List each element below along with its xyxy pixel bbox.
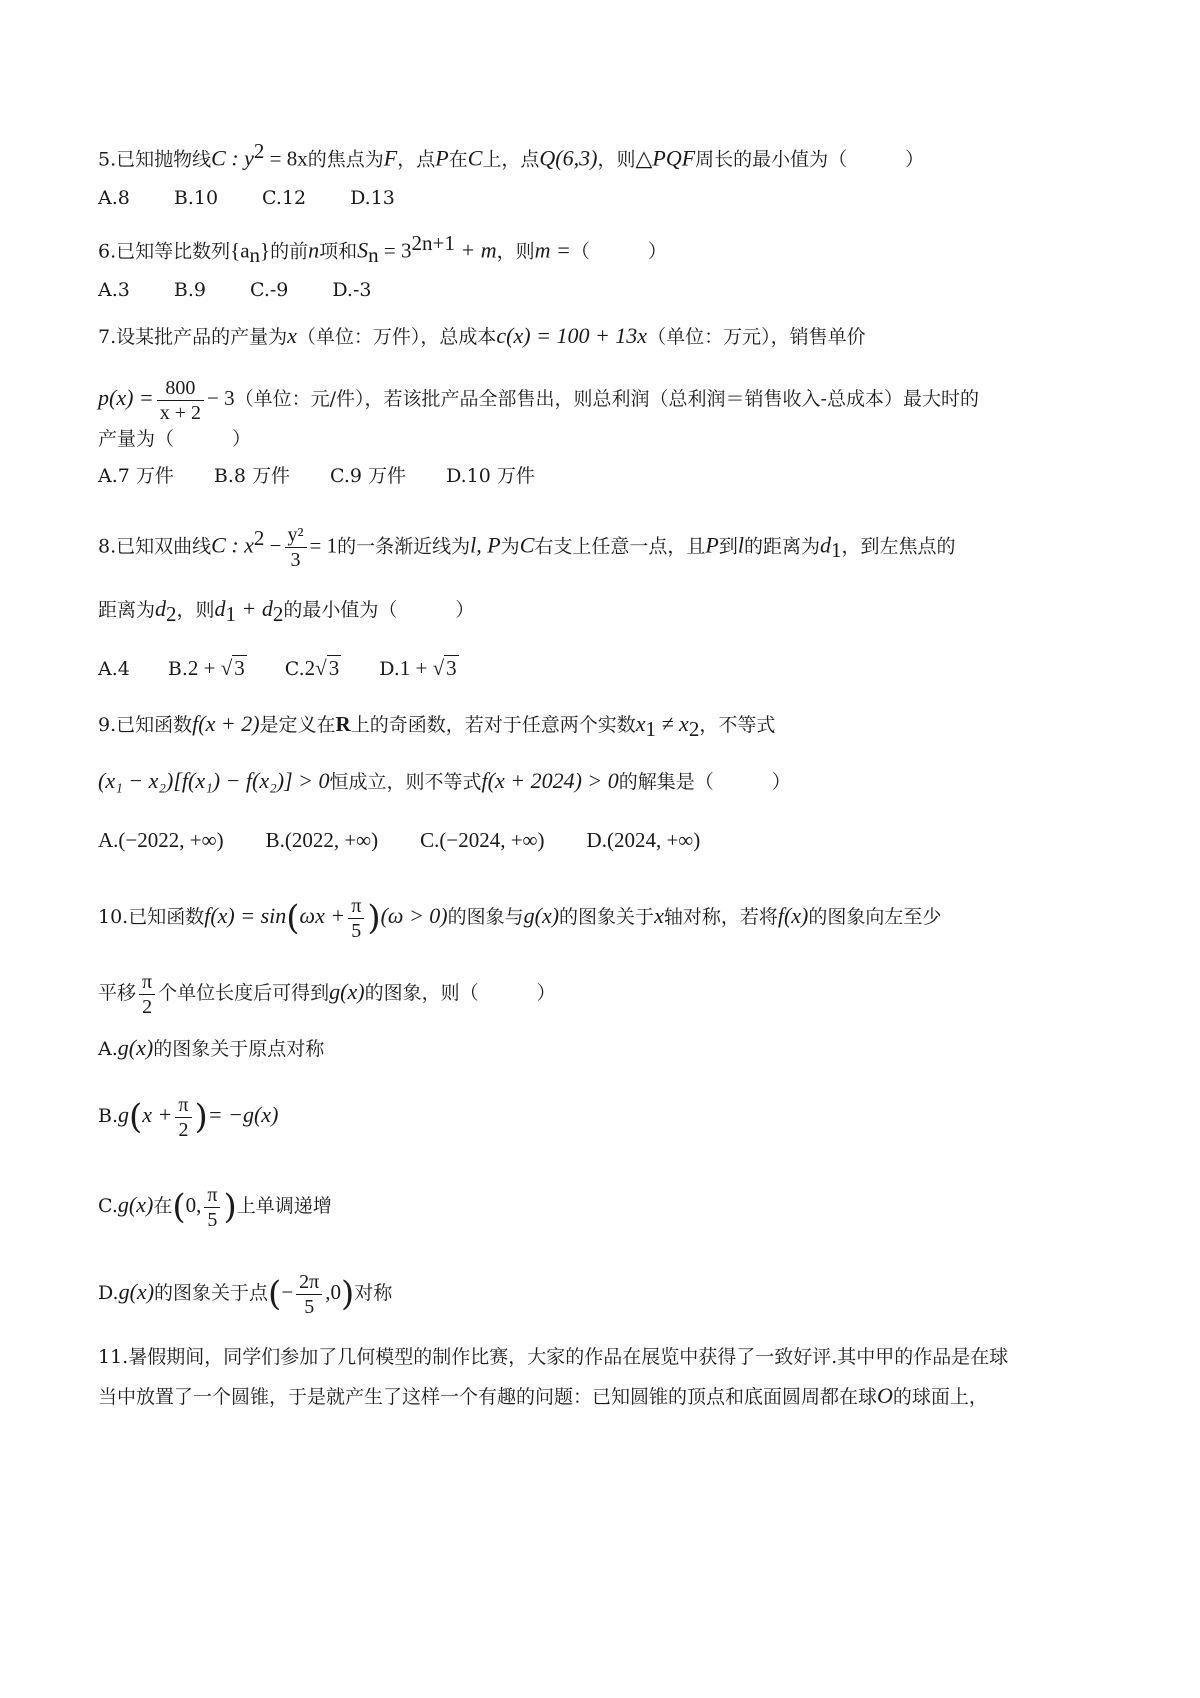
q10-option-c [98, 1175, 332, 1236]
q8-text3: 右支上任意一点，且 [534, 535, 706, 558]
q6-option-a: A.3 [98, 279, 130, 301]
q10-option-a-label: A. [98, 1038, 118, 1060]
q7-price-fraction [157, 376, 204, 425]
q5-curve: C [467, 145, 483, 171]
q5-text2: ，点 [397, 148, 436, 171]
q8-d1: d [820, 532, 831, 558]
q5-triangle: △PQF [635, 145, 696, 171]
q7-option-d: D.10 万件 [446, 465, 535, 487]
q6-seq-close: } [260, 238, 271, 263]
q5-text5: ，则 [597, 148, 636, 171]
q8-option-d-val: 1 + [399, 656, 433, 680]
question-7-options [98, 462, 535, 490]
sqrt-symbol: √3 [432, 656, 457, 680]
q10-x-axis: x [654, 903, 664, 928]
q11-line2-b: 的球面上， [892, 1386, 988, 1408]
q7-option-c: C.9 万件 [330, 465, 407, 487]
q8-l: l [737, 532, 744, 558]
q10-option-b-rhs: = −g(x) [207, 1102, 279, 1127]
q10-five: 5 [304, 1295, 315, 1318]
q9-neq: ≠ x [655, 711, 689, 736]
q6-m-eq: m = [534, 237, 571, 263]
q10-option-b-label: B. [98, 1105, 119, 1127]
q10-prefix: 10.已知函数 [98, 906, 205, 928]
question-5 [98, 137, 924, 173]
q6-sum: S [357, 237, 369, 263]
q7-price-den: x + 2 [159, 401, 202, 424]
left-paren: ( [268, 1274, 282, 1314]
q10-option-c-label: C. [98, 1195, 118, 1217]
q5-focus: F [383, 145, 398, 171]
q6-seq-sub: n [249, 243, 261, 268]
q8-option-c-label: C. [284, 658, 305, 680]
q6-text4: （ [570, 240, 590, 263]
q8-curve-rhs: = 1 [309, 533, 338, 558]
q6-n: n [308, 237, 320, 263]
q9-prefix: 9.已知函数 [98, 714, 193, 736]
q10-option-b [98, 1085, 278, 1146]
q10-option-b-lhs: g [118, 1102, 130, 1127]
q7-text3: （单位：万元），销售单价 [647, 326, 866, 348]
q9-option-b: B.(2022, +∞) [265, 828, 379, 852]
q10-five: 5 [351, 919, 362, 942]
question-11 [98, 1343, 1008, 1371]
q10-option-d-fraction [296, 1270, 322, 1319]
q10-pi: π [348, 894, 364, 919]
q8-option-d-label: D. [379, 658, 400, 680]
q9-ineq: (x₁ − x₂)[f(x₁) − f(x₂)] > 0 [98, 768, 330, 793]
question-5-options [98, 184, 395, 212]
sqrt-radicand: 3 [328, 656, 340, 680]
q10-option-c-text1: 在 [153, 1195, 173, 1217]
q9-option-c: C.(−2024, +∞) [420, 828, 545, 852]
q7-text2: （单位：万件），总成本 [296, 326, 497, 348]
q8-text5: 的距离为 [743, 535, 820, 558]
q7-option-b: B.8 万件 [213, 465, 291, 487]
q8-d1-sub: 1 [831, 538, 842, 563]
q8-line2-b: ，则 [176, 599, 215, 621]
q9-fx2: f(x + 2) [192, 711, 260, 736]
q6-text3: ，则 [496, 240, 535, 263]
q6-option-d: D.-3 [332, 279, 372, 301]
q5-point-p: P [435, 145, 449, 171]
q10-option-d-minus: − [281, 1280, 294, 1304]
q7-price-lhs: p(x) = [98, 385, 154, 410]
question-9-line2 [98, 767, 791, 796]
left-paren: ( [129, 1097, 143, 1137]
q10-option-c-text2: 上单调递增 [236, 1195, 332, 1217]
q8-sum-a-sub: 1 [225, 601, 237, 626]
q6-prefix: 6.已知等比数列 [98, 240, 231, 263]
q9-text2: 上的奇函数，若对于任意两个实数 [350, 714, 636, 736]
q5-option-a: A.8 [98, 187, 130, 209]
q8-option-b-val: 2 + [187, 656, 221, 680]
q10-line2-c: 的图象，则（ [364, 982, 479, 1004]
question-6 [98, 229, 667, 269]
q10-option-a-text: 的图象关于原点对称 [153, 1038, 325, 1060]
q6-text2: 项和 [319, 240, 358, 263]
q8-line2-close: ） [455, 599, 475, 621]
q10-option-d-tail: ,0 [325, 1280, 342, 1304]
q5-prefix: 5.已知抛物线 [98, 148, 212, 171]
q10-pi: π [175, 1093, 191, 1118]
q8-d2: d [155, 596, 167, 621]
q10-line2-a: 平移 [98, 982, 137, 1004]
q7-text5: 产量为（ [98, 428, 175, 450]
q8-sum-a: d [214, 596, 226, 621]
q9-x1-sub: 1 [645, 716, 656, 741]
q7-option-a: A.7 万件 [98, 465, 174, 487]
q7-cost-formula: c(x) = 100 + 13x [496, 323, 648, 348]
q8-text1: 的一条渐近线为 [337, 535, 471, 558]
q9-reals: R [335, 712, 351, 736]
q5-text3: 在 [448, 148, 468, 171]
q10-option-d-text1: 的图象关于点 [154, 1282, 269, 1304]
q10-text2: 的图象关于 [559, 906, 655, 928]
question-7-line2 [98, 370, 979, 427]
q9-text3: ，不等式 [699, 714, 776, 736]
q9-option-a: A.(−2022, +∞) [98, 828, 224, 852]
q10-line2-close: ） [536, 982, 556, 1004]
q11-line2-a: 当中放置了一个圆锥，于是就产生了这样一个有趣的问题：已知圆锥的顶点和底面圆周都在球 [98, 1386, 878, 1408]
q8-option-d [379, 654, 458, 683]
q6-option-b: B.9 [173, 279, 206, 301]
right-paren: ) [194, 1097, 208, 1137]
q9-text6: ） [771, 771, 791, 793]
q10-text1: 的图象与 [447, 906, 524, 928]
q6-eq: = 3 [378, 238, 412, 263]
q9-option-d: D.(2024, +∞) [586, 828, 701, 852]
q8-option-c-val: 2 [304, 656, 316, 680]
right-paren: ) [367, 898, 381, 938]
q8-sum-plus: + d [236, 596, 273, 621]
q10-option-a [98, 1034, 324, 1063]
q8-option-c [285, 654, 341, 683]
q11-line1: 11.暑假期间，同学们参加了几何模型的制作比赛，大家的作品在展览中获得了一致好评.其中甲的作品是在球 [98, 1346, 1009, 1368]
question-7-line3 [98, 425, 251, 453]
left-paren: ( [286, 898, 300, 938]
sqrt-radicand: 3 [234, 656, 245, 680]
q5-text7: ） [905, 148, 925, 171]
sqrt-radicand: 3 [446, 656, 457, 680]
q10-cond: (ω > 0) [380, 903, 448, 928]
q8-fraction [285, 523, 307, 572]
q5-option-b: B.10 [173, 187, 219, 209]
q8-option-b [168, 654, 247, 683]
q6-text1: 的前 [270, 240, 309, 263]
q9-text5: 的解集是（ [618, 771, 714, 793]
q7-text4: （单位：元/件），若该批产品全部售出，则总利润（总利润＝销售收入-总成本）最大时的 [234, 388, 979, 410]
q8-line2-c: 的最小值为（ [283, 599, 398, 621]
question-7 [98, 322, 866, 351]
q7-x: x [287, 323, 297, 348]
q8-exponent: 2 [253, 526, 265, 550]
question-9-options [98, 826, 700, 854]
q10-option-d-label: D. [98, 1282, 119, 1304]
right-paren: ) [223, 1187, 237, 1227]
q7-price-num: 800 [157, 376, 204, 401]
q8-minus: − [264, 533, 282, 558]
q10-arg: ωx + [299, 903, 346, 928]
q6-sum-sub: n [368, 243, 379, 268]
q10-pi: π [204, 1183, 220, 1208]
q8-option-b-label: B. [167, 658, 188, 680]
q7-text1: 7.设某批产品的产量为 [98, 326, 288, 348]
q8-frac-den: 3 [290, 548, 301, 571]
question-8-line2 [98, 595, 474, 628]
q5-point-q: Q(6,3) [539, 145, 598, 171]
question-8-options [98, 654, 459, 683]
right-paren: ) [341, 1274, 355, 1314]
question-10 [98, 886, 941, 947]
q10-option-c-math: g(x) [117, 1192, 154, 1217]
q10-option-d-num: 2π [296, 1270, 322, 1295]
q8-prefix: 8.已知双曲线 [98, 535, 212, 558]
q5-exponent: 2 [253, 139, 265, 163]
q10-option-b-fraction [175, 1093, 191, 1142]
q9-text4: 恒成立，则不等式 [329, 771, 482, 793]
q9-ineq2: f(x + 2024) > 0 [481, 768, 619, 793]
q5-option-c: C.12 [262, 187, 307, 209]
q10-line2-b: 个单位长度后可得到 [158, 982, 330, 1004]
q10-fx: f(x) [777, 903, 809, 928]
q8-text2: 为 [500, 535, 520, 558]
q5-parabola-lhs: C : y [211, 145, 254, 171]
q10-pi: π [139, 970, 155, 995]
q10-pi-over-5 [348, 894, 364, 943]
q10-text4: 的图象向左至少 [808, 906, 942, 928]
q8-lp: l, P [470, 532, 501, 558]
q9-text1: 是定义在 [259, 714, 336, 736]
q10-option-c-zero: 0, [185, 1193, 202, 1217]
q10-option-a-math: g(x) [117, 1035, 154, 1060]
q8-line2-a: 距离为 [98, 599, 156, 621]
sqrt-symbol: √3 [315, 656, 340, 680]
q7-price-tail: − 3 [207, 386, 235, 410]
q8-text4: 到 [718, 535, 738, 558]
question-10-line2 [98, 962, 556, 1023]
q10-pi-over-2 [139, 970, 155, 1019]
q9-x1: x [635, 711, 646, 736]
q8-frac-num: y² [285, 523, 307, 548]
q9-x2-sub: 2 [688, 716, 700, 741]
q7-text6: ） [232, 428, 252, 450]
q6-seq: {a [230, 238, 250, 263]
q5-option-d: D.13 [350, 187, 395, 209]
q5-text6: 周长的最小值为（ [695, 148, 848, 171]
q5-parabola-rhs: = 8x [264, 146, 308, 171]
q10-option-c-fraction [204, 1183, 220, 1232]
q10-gx2: g(x) [329, 979, 365, 1004]
left-paren: ( [172, 1187, 186, 1227]
q8-sum-b-sub: 2 [272, 601, 284, 626]
question-8 [98, 508, 956, 580]
q10-option-d-text2: 对称 [354, 1282, 393, 1304]
q6-text5: ） [647, 240, 667, 263]
question-9 [98, 710, 775, 743]
sqrt-symbol: √3 [220, 656, 245, 680]
q8-c: C [519, 532, 535, 558]
q8-d2-sub: 2 [166, 601, 177, 626]
q10-two: 2 [178, 1118, 189, 1141]
q6-plus-m: + m [454, 237, 497, 263]
q8-p: P [705, 532, 719, 558]
q10-option-d-math: g(x) [118, 1279, 155, 1304]
q10-option-b-arg: x + [142, 1102, 173, 1127]
q11-sphere-o: O [877, 1383, 893, 1408]
q10-five: 5 [207, 1208, 218, 1231]
q10-two: 2 [142, 995, 153, 1018]
q6-option-c: C.-9 [249, 279, 289, 301]
q8-option-a: A.4 [98, 658, 130, 680]
q8-text6: ，到左焦点的 [841, 535, 956, 558]
q10-option-d [98, 1262, 392, 1323]
q10-fx-lhs: f(x) = sin [204, 903, 287, 928]
q5-text4: 上，点 [482, 148, 540, 171]
question-11-line2 [98, 1382, 988, 1411]
q6-exp: 2n+1 [411, 231, 455, 255]
q10-gx: g(x) [523, 903, 560, 928]
q8-curve-lhs: C : x [211, 532, 254, 558]
q10-text3: 轴对称，若将 [663, 906, 778, 928]
q5-text1: 的焦点为 [307, 148, 384, 171]
question-6-options [98, 276, 371, 304]
